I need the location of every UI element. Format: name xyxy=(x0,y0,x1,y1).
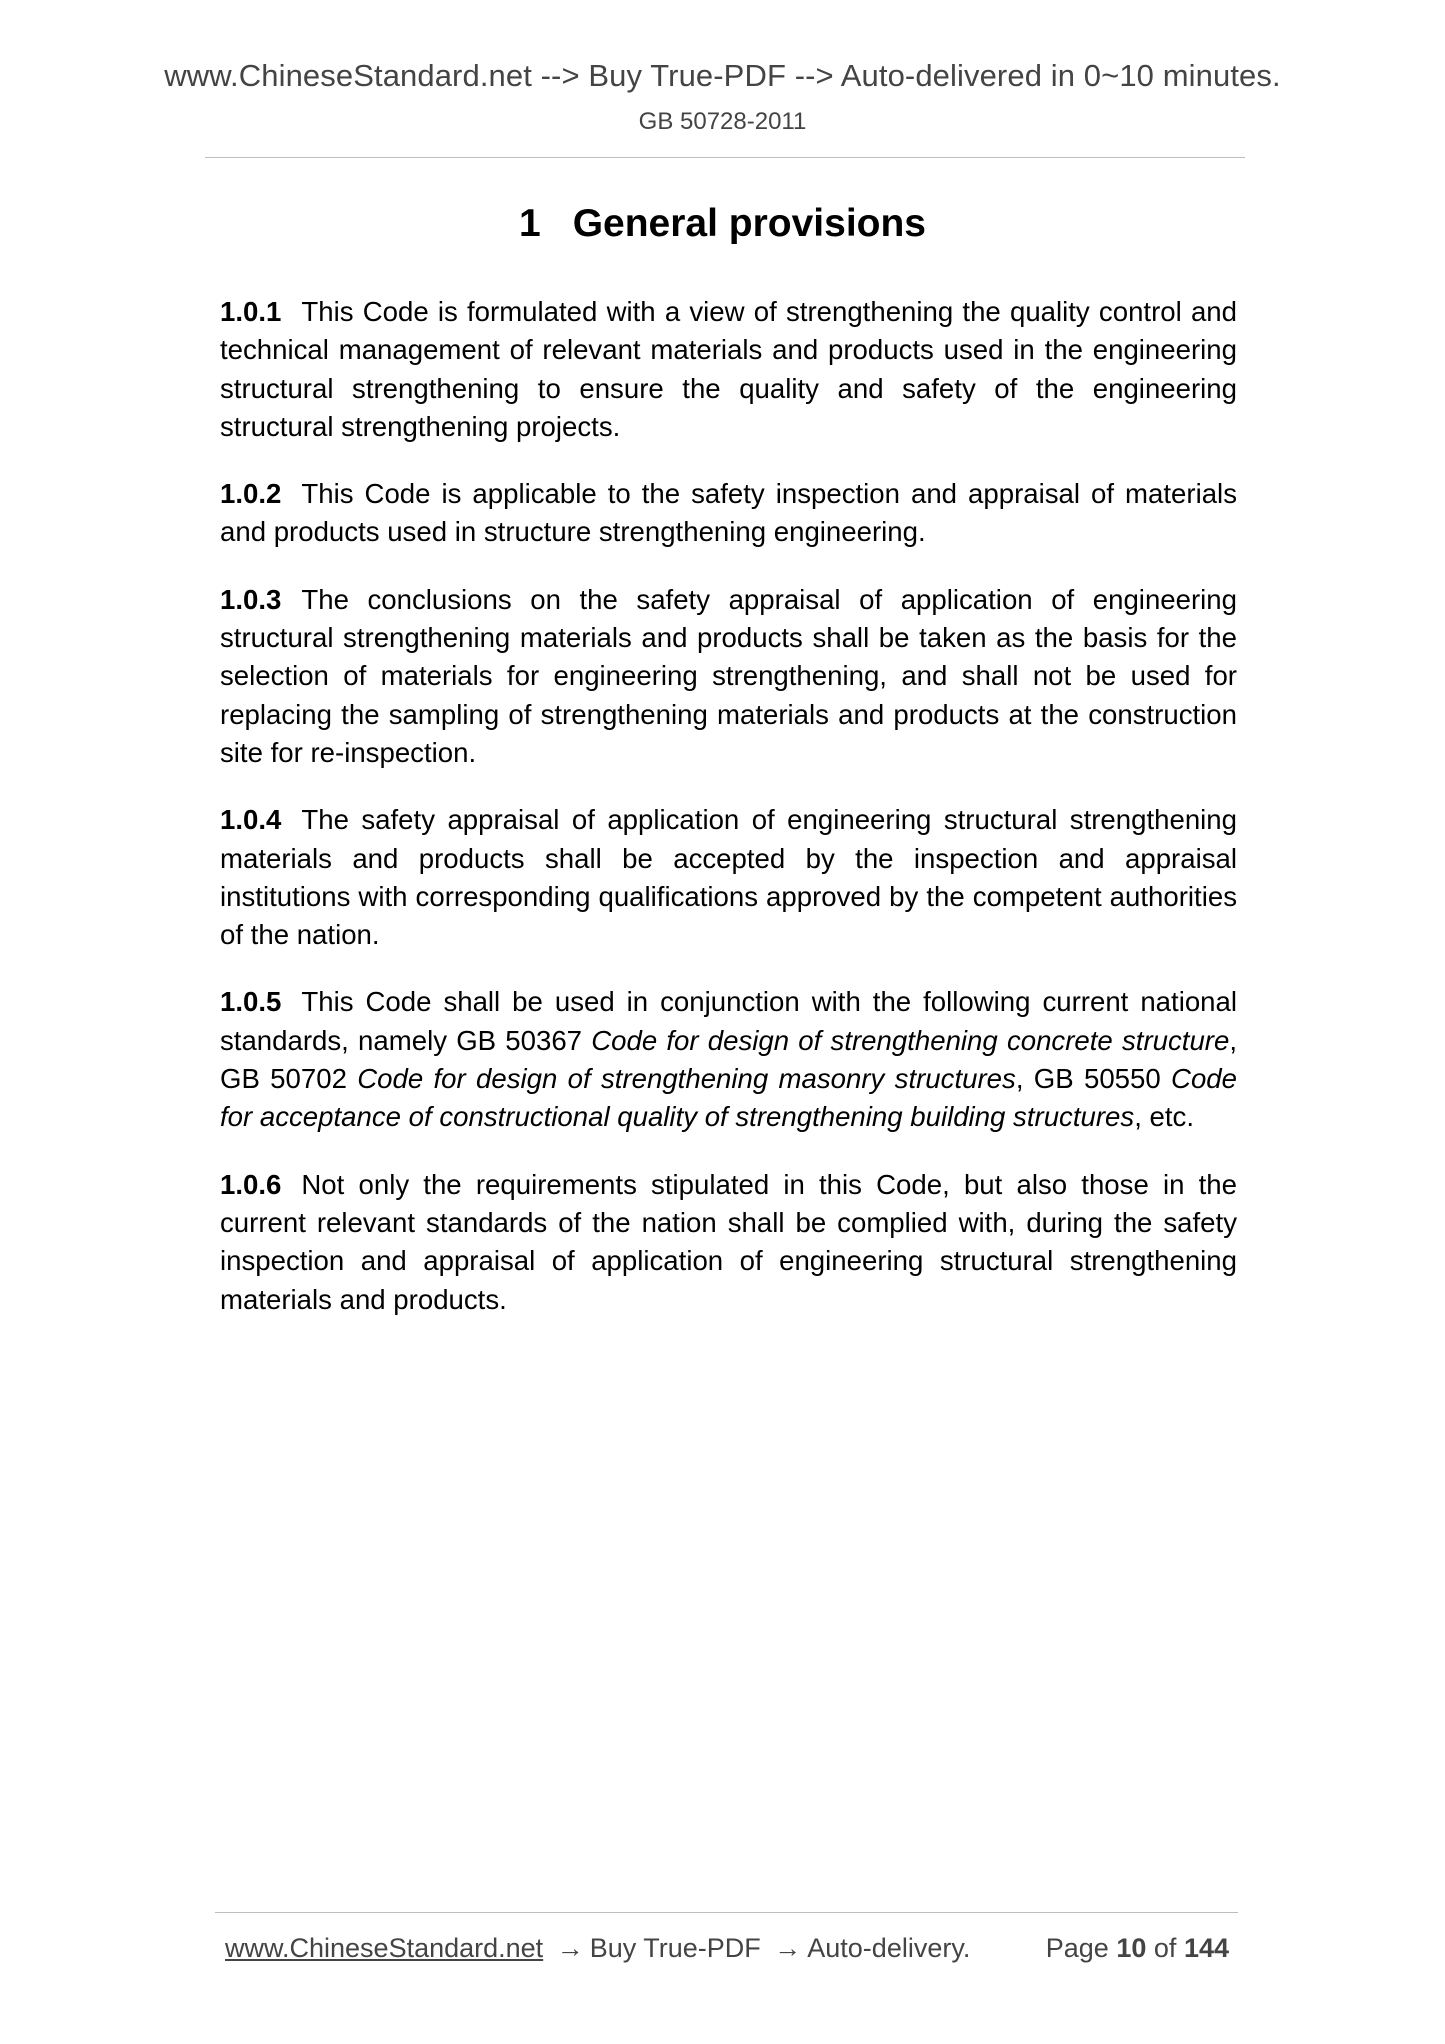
standard-title-masonry: Code for design of strengthening masonry structures xyxy=(357,1063,1016,1095)
page-number: 10 xyxy=(1116,1933,1147,1963)
section-title xyxy=(0,202,1445,246)
clause-text: The safety appraisal of application of engineering structural strengthening materials and products shall be accepted by the inspection and appraisal institutions with corresponding qualifications approved by the competent authorities of the nation. xyxy=(220,804,1237,951)
clause-text: , GB 50702 xyxy=(220,1024,1237,1095)
clause-1-0-3 xyxy=(220,581,1237,772)
clause-text: This Code is applicable to the safety inspection and appraisal of materials and products used in structure strengthening engineering. xyxy=(220,478,1237,548)
clause-number: 1.0.6 xyxy=(220,1168,282,1200)
clause-number: 1.0.5 xyxy=(220,986,282,1018)
footer-divider xyxy=(215,1912,1238,1913)
clause-text: This Code shall be used in conjunction with the following current national standards, namely GB 50367 xyxy=(220,986,1237,1056)
clause-text: Not only the requirements stipulated in this Code, but also those in the current relevant standards of the nation shall be complied with, during the safety inspection and appraisal of application of engineering structural strengthening materials and products. xyxy=(220,1168,1237,1315)
of-label: of xyxy=(1153,1933,1177,1963)
clause-1-0-1 xyxy=(220,293,1237,446)
arrow-right-icon: → xyxy=(774,1933,802,1963)
clause-1-0-5 xyxy=(220,983,1237,1136)
standard-code: GB 50728-2011 xyxy=(638,108,807,135)
clause-number: 1.0.1 xyxy=(220,296,282,327)
page-label: Page xyxy=(1045,1933,1109,1963)
clause-number: 1.0.2 xyxy=(220,478,282,510)
page-indicator xyxy=(1046,1933,1229,1964)
footer-auto-text: Auto-delivery. xyxy=(807,1933,971,1963)
clause-list xyxy=(220,293,1237,1348)
footer-site-link[interactable]: www.ChineseStandard.net xyxy=(225,1933,544,1963)
clause-1-0-6 xyxy=(220,1166,1237,1319)
clause-text: , GB 50550 xyxy=(1015,1063,1172,1095)
section-number: 1 xyxy=(519,202,541,245)
clause-1-0-2 xyxy=(220,475,1237,552)
clause-1-0-4 xyxy=(220,801,1237,954)
header-banner: www.ChineseStandard.net --> Buy True-PDF --> Auto-delivered in 0~10 minutes. xyxy=(164,58,1281,93)
clause-number: 1.0.4 xyxy=(220,804,282,836)
section-title-text: General provisions xyxy=(572,202,926,245)
standard-title-concrete: Code for design of strengthening concrete structure xyxy=(591,1024,1230,1056)
page-total: 144 xyxy=(1183,1933,1229,1963)
clause-number: 1.0.3 xyxy=(220,583,282,615)
footer-buy-text: Buy True-PDF xyxy=(589,1933,761,1963)
clause-text: The conclusions on the safety appraisal of application of engineering structural strengthening materials and products shall be taken as the basis for the selection of materials for engineering strengthening, and shall not be used for replacing the sampling of strengthening materials and products at the construction site for re-inspection. xyxy=(220,583,1237,768)
clause-text: , etc. xyxy=(1134,1101,1195,1133)
arrow-right-icon: → xyxy=(556,1933,584,1963)
header-divider xyxy=(205,157,1245,158)
footer-promo xyxy=(225,1933,970,1964)
standard-title-acceptance: Code for acceptance of constructional quality of strengthening building structures xyxy=(220,1063,1237,1133)
clause-text: This Code is formulated with a view of strengthening the quality control and technical management of relevant materials and products used in the engineering structural strengthening to ensure the quality and safety of the engineering structural strengthening projects. xyxy=(220,296,1237,442)
